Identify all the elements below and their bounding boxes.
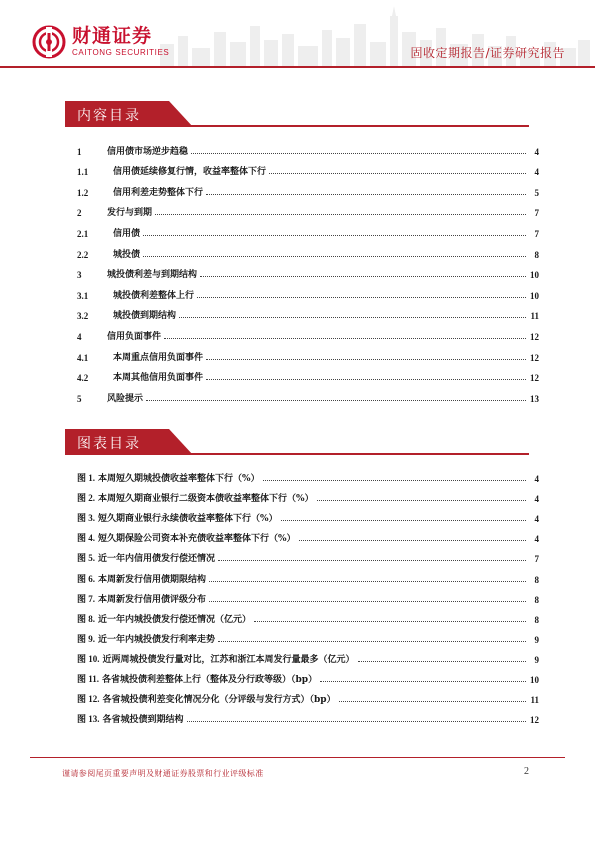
dot-leader — [320, 680, 526, 682]
figure-title: 各省城投债到期结构 — [102, 715, 184, 726]
page-ref: 12 — [530, 331, 539, 342]
dot-leader — [209, 580, 526, 582]
page-ref: 12 — [530, 352, 539, 363]
figure-title: 本周短久期商业银行二级资本债收益率整体下行（%） — [98, 494, 314, 505]
page-ref: 10 — [530, 675, 539, 686]
page-ref: 10 — [530, 270, 539, 281]
page-ref: 7 — [534, 228, 539, 239]
dot-leader — [143, 234, 526, 236]
toc-entry-number: 3 — [77, 270, 82, 281]
page-ref: 8 — [534, 574, 539, 585]
dot-leader — [206, 193, 526, 195]
figure-entry[interactable] — [77, 464, 539, 484]
toc-entry-number: 1.1 — [77, 167, 89, 178]
page-ref: 5 — [534, 187, 539, 198]
page-number: 2 — [524, 766, 529, 777]
dot-leader — [206, 358, 526, 360]
toc-entry-title: 信用负面事件 — [107, 331, 162, 342]
figure-title: 近一年内信用债发行偿还情况 — [98, 554, 216, 565]
toc-entry-number: 5 — [77, 393, 82, 404]
page-ref: 12 — [530, 373, 539, 384]
dot-leader — [218, 640, 526, 642]
toc-entry[interactable] — [77, 177, 539, 198]
toc-entry-number: 3.1 — [77, 290, 89, 301]
page-ref: 11 — [530, 311, 539, 322]
toc-list — [77, 136, 539, 404]
toc-entry[interactable] — [77, 218, 539, 239]
page-ref: 7 — [534, 554, 539, 565]
toc-entry[interactable] — [77, 383, 539, 404]
footer-divider — [30, 757, 565, 758]
toc-entry-title: 信用债延续修复行情，收益率整体下行 — [113, 167, 267, 178]
figure-number: 图 13. — [77, 714, 100, 725]
dot-leader — [206, 378, 526, 380]
dot-leader — [269, 172, 526, 174]
logo-emblem-icon — [32, 25, 66, 59]
dot-leader — [179, 316, 526, 318]
figure-title: 近两周城投债发行量对比，江苏和浙江本周发行量最多（亿元） — [102, 654, 355, 665]
page-ref: 12 — [530, 715, 539, 726]
figure-number: 图 4. — [77, 533, 96, 544]
figure-title: 各省城投债利差整体上行（整体及分行政等级）（bp） — [102, 675, 318, 686]
dot-leader — [143, 255, 526, 257]
figure-title: 短久期保险公司资本补充债收益率整体下行（%） — [98, 534, 296, 545]
toc-entry-title: 信用债 — [113, 228, 141, 239]
page-ref: 9 — [534, 654, 539, 665]
dot-leader — [281, 519, 526, 521]
toc-entry-number: 1 — [77, 146, 82, 157]
figure-number: 图 1. — [77, 473, 96, 484]
company-logo — [32, 24, 169, 60]
section-rule — [65, 453, 529, 455]
figure-entry[interactable] — [77, 484, 539, 504]
toc-entry[interactable] — [77, 136, 539, 157]
toc-heading: 内容目录 — [77, 108, 141, 124]
toc-entry-title: 城投债利差与到期结构 — [107, 270, 198, 281]
figure-title: 近一年内城投债发行利率走势 — [98, 634, 216, 645]
figure-entry[interactable] — [77, 645, 539, 665]
toc-entry[interactable] — [77, 198, 539, 219]
page-header — [0, 0, 595, 72]
dot-leader — [191, 152, 526, 154]
page-ref: 9 — [534, 634, 539, 645]
dot-leader — [218, 559, 526, 561]
section-rule — [65, 125, 529, 127]
figures-section-header — [65, 429, 529, 455]
page-ref: 7 — [534, 208, 539, 219]
page-ref: 8 — [534, 614, 539, 625]
figure-entry[interactable] — [77, 564, 539, 584]
toc-entry-title: 城投债利差整体上行 — [113, 290, 195, 301]
figure-number: 图 12. — [77, 694, 100, 705]
page-ref: 4 — [534, 146, 539, 157]
page-ref: 11 — [530, 695, 539, 706]
figure-number: 图 9. — [77, 633, 96, 644]
dot-leader — [339, 700, 526, 702]
dot-leader — [164, 337, 526, 339]
figure-number: 图 8. — [77, 613, 96, 624]
dot-leader — [358, 660, 526, 662]
page-ref: 8 — [534, 594, 539, 605]
page-ref: 8 — [534, 249, 539, 260]
figure-title: 各省城投债利差变化情况分化（分评级与发行方式）（bp） — [102, 695, 336, 706]
figure-entry[interactable] — [77, 685, 539, 705]
toc-entry[interactable] — [77, 321, 539, 342]
figure-entry[interactable] — [77, 524, 539, 544]
toc-entry-number: 3.2 — [77, 311, 89, 322]
report-type-label: 固收定期报告/证券研究报告 — [410, 46, 565, 60]
page-ref: 4 — [534, 534, 539, 545]
figure-entry[interactable] — [77, 544, 539, 564]
toc-entry-title: 城投债 — [113, 249, 141, 260]
figure-number: 图 3. — [77, 513, 96, 524]
logo-english-name: CAITONG SECURITIES — [72, 48, 170, 57]
figures-list — [77, 464, 539, 725]
toc-entry-number: 1.2 — [77, 187, 89, 198]
page-ref: 4 — [534, 514, 539, 525]
toc-entry-number: 2 — [77, 208, 82, 219]
footer-disclaimer: 谨请参阅尾页重要声明及财通证券股票和行业评级标准 — [62, 769, 264, 778]
toc-entry-title: 信用债市场逆步趋稳 — [107, 146, 189, 157]
toc-entry-title: 本周其他信用负面事件 — [113, 373, 204, 384]
figure-number: 图 5. — [77, 553, 96, 564]
figure-entry[interactable] — [77, 504, 539, 524]
toc-entry-number: 2.2 — [77, 249, 89, 260]
page-ref: 10 — [530, 290, 539, 301]
toc-entry[interactable] — [77, 260, 539, 281]
figure-entry[interactable] — [77, 665, 539, 685]
dot-leader — [197, 296, 526, 298]
figure-number: 图 10. — [77, 653, 100, 664]
dot-leader — [155, 213, 526, 215]
figure-entry[interactable] — [77, 585, 539, 605]
figure-entry[interactable] — [77, 705, 539, 725]
toc-entry[interactable] — [77, 239, 539, 260]
figure-title: 近一年内城投债发行偿还情况（亿元） — [98, 614, 252, 625]
toc-entry[interactable] — [77, 157, 539, 178]
page-ref: 4 — [534, 167, 539, 178]
page-ref: 4 — [534, 474, 539, 485]
figure-number: 图 6. — [77, 573, 96, 584]
figure-title: 本周新发行信用债期限结构 — [98, 574, 207, 585]
dot-leader — [200, 275, 526, 277]
figure-entry[interactable] — [77, 605, 539, 625]
toc-entry-title: 信用利差走势整体下行 — [113, 187, 204, 198]
figure-title: 本周短久期城投债收益率整体下行（%） — [98, 474, 260, 485]
toc-entry-title: 城投债到期结构 — [113, 311, 177, 322]
figure-number: 图 2. — [77, 493, 96, 504]
dot-leader — [317, 499, 526, 501]
dot-leader — [263, 479, 526, 481]
toc-section-header — [65, 101, 529, 127]
toc-entry-number: 4.1 — [77, 352, 89, 363]
header-divider — [0, 66, 595, 68]
dot-leader — [146, 399, 526, 401]
dot-leader — [209, 600, 526, 602]
dot-leader — [299, 539, 526, 541]
figure-title: 短久期商业银行永续债收益率整体下行（%） — [98, 514, 278, 525]
figure-title: 本周新发行信用债评级分布 — [98, 594, 207, 605]
page-ref: 13 — [530, 393, 539, 404]
dot-leader — [187, 720, 526, 722]
figures-heading: 图表目录 — [77, 436, 141, 452]
figure-number: 图 7. — [77, 593, 96, 604]
toc-entry[interactable] — [77, 301, 539, 322]
toc-entry-title: 风险提示 — [107, 393, 144, 404]
dot-leader — [254, 620, 526, 622]
page-ref: 4 — [534, 494, 539, 505]
toc-entry-title: 本周重点信用负面事件 — [113, 352, 204, 363]
figure-number: 图 11. — [77, 674, 100, 685]
logo-chinese-name: 财通证券 — [72, 25, 153, 47]
toc-entry-number: 4 — [77, 331, 82, 342]
figure-entry[interactable] — [77, 625, 539, 645]
toc-entry[interactable] — [77, 280, 539, 301]
toc-entry-number: 4.2 — [77, 373, 89, 384]
toc-entry[interactable] — [77, 342, 539, 363]
toc-entry[interactable] — [77, 363, 539, 384]
toc-entry-number: 2.1 — [77, 228, 89, 239]
toc-entry-title: 发行与到期 — [107, 208, 153, 219]
